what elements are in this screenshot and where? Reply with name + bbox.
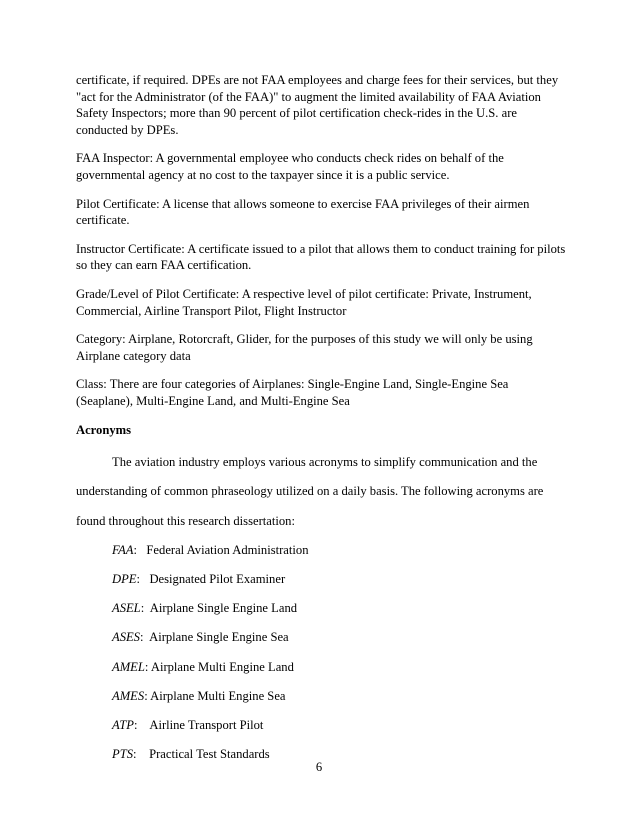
page-content <box>76 72 566 769</box>
definition-category: Category: Airplane, Rotorcraft, Glider, for the purposes of this study we will only be using Airplane category data <box>76 332 533 363</box>
acronym-separator: : <box>133 747 150 762</box>
acronym-meaning: Federal Aviation Administration <box>146 542 309 557</box>
definition-faa-inspector: FAA Inspector: A governmental employee who conducts check rides on behalf of the governmental agency at no cost to the taxpayer since it is a public service. <box>76 151 504 182</box>
acronym-meaning: Airplane Multi Engine Sea <box>150 688 286 703</box>
section-heading-acronyms: Acronyms <box>76 422 132 437</box>
definition-instructor-certificate: Instructor Certificate: A certificate issued to a pilot that allows them to conduct training for pilots so they can earn FAA certification. <box>76 241 566 273</box>
acronym-abbr: ATP <box>112 717 134 732</box>
acronym-item <box>76 682 566 711</box>
acronym-list <box>76 536 566 770</box>
acronym-separator: : <box>140 601 150 616</box>
acronym-meaning: Practical Test Standards <box>149 747 270 762</box>
acronym-separator: : <box>144 659 151 674</box>
acronyms-intro-paragraph: The aviation industry employs various acronyms to simplify communication and the understanding of common phraseology utilized on a daily basis. The following acronyms are found throughout this research dissertation: <box>76 455 544 528</box>
acronym-abbr: FAA <box>112 542 134 557</box>
definition-dpe-continued: certificate, if required. DPEs are not FAA employees and charge fees for their services, but they "act for the Administrator (of the FAA)" to augment the limited availability of FAA Aviation Safety Inspectors; more than 90 percent of pilot certification check-rides in the U.S. are conducted by DPEs. <box>76 73 559 137</box>
definition-grade-level: Grade/Level of Pilot Certificate: A respective level of pilot certificate: Private, Instrument, Commercial, Airline Transport Pilot, Flight Instructor <box>76 286 532 318</box>
acronym-abbr: ASES <box>112 630 140 645</box>
acronym-abbr: AMEL <box>112 659 145 674</box>
acronym-separator: : <box>136 571 150 586</box>
definition-class: Class: There are four categories of Airplanes: Single-Engine Land, Single-Engine Sea (Seaplane), Multi-Engine Land, and Multi-Engine Sea <box>76 377 509 408</box>
acronym-item <box>76 536 566 565</box>
page-number: 6 <box>315 760 323 774</box>
acronym-abbr: DPE <box>112 571 137 586</box>
acronym-item <box>76 565 566 594</box>
acronym-meaning: Airplane Single Engine Sea <box>149 630 289 645</box>
acronym-separator: : <box>133 542 147 557</box>
acronym-abbr: AMES <box>112 688 145 703</box>
acronym-item <box>76 711 566 740</box>
acronym-meaning: Airplane Single Engine Land <box>149 601 298 616</box>
acronym-meaning: Airplane Multi Engine Land <box>150 659 294 674</box>
acronym-meaning: Airline Transport Pilot <box>149 717 264 732</box>
acronym-separator: : <box>133 717 150 732</box>
definition-pilot-certificate: Pilot Certificate: A license that allows someone to exercise FAA privileges of their airmen certificate. <box>76 196 530 228</box>
acronym-abbr: ASEL <box>112 601 141 616</box>
acronym-meaning: Designated Pilot Examiner <box>149 571 286 586</box>
acronym-separator: : <box>144 688 151 703</box>
acronym-item <box>76 594 566 623</box>
acronym-item <box>76 623 566 652</box>
acronym-abbr: PTS <box>112 747 133 762</box>
acronym-item <box>76 653 566 682</box>
acronym-separator: : <box>139 630 150 645</box>
